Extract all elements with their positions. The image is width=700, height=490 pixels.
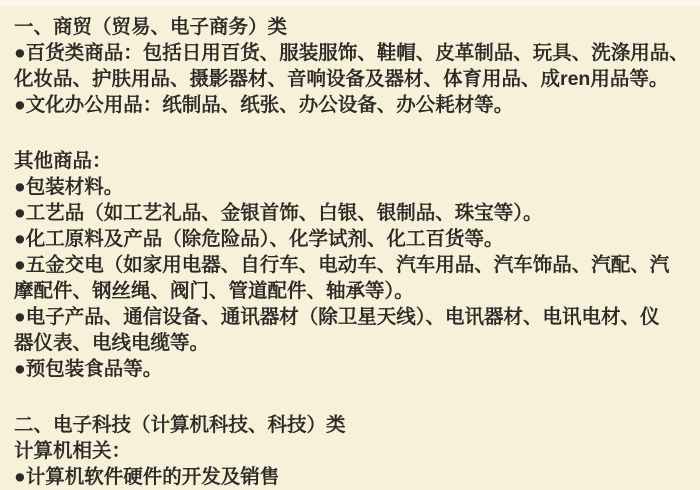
category-line-electronics: ●电子产品、通信设备、通讯器材（除卫星天线）、电讯器材、电讯电材、仪 xyxy=(14,306,660,328)
top-edge-strip xyxy=(0,0,700,6)
category-line-general-goods: ●百货类商品：包括日用百货、服装服饰、鞋帽、皮革制品、玩具、洗涤用品、 xyxy=(14,42,689,64)
category-line-chemicals: ●化工原料及产品（除危险品）、化学试剂、化工百货等。 xyxy=(14,228,504,250)
category-line-crafts: ●工艺品（如工艺礼品、金银首饰、白银、银制品、珠宝等）。 xyxy=(14,202,543,224)
section-2-heading: 二、电子科技（计算机科技、科技）类 xyxy=(14,414,346,436)
category-line-general-goods-wrap: 化妆品、护肤用品、摄影器材、音响设备及器材、体育用品、成ren用品等。 xyxy=(14,68,669,90)
category-line-hardware-wrap: 摩配件、钢丝绳、阀门、管道配件、轴承等）。 xyxy=(14,280,414,302)
section-1-heading: 一、商贸（贸易、电子商务）类 xyxy=(14,16,288,38)
category-line-office-supplies: ●文化办公用品：纸制品、纸张、办公设备、办公耗材等。 xyxy=(14,94,514,116)
category-line-software-hardware: ●计算机软件硬件的开发及销售 xyxy=(14,466,280,488)
category-line-hardware: ●五金交电（如家用电器、自行车、电动车、汽车用品、汽车饰品、汽配、汽 xyxy=(14,254,670,276)
category-line-electronics-wrap: 器仪表、电线电缆等。 xyxy=(14,332,210,354)
category-line-packaging: ●包装材料。 xyxy=(14,176,124,198)
computer-related-subheading: 计算机相关： xyxy=(14,440,132,462)
category-line-packaged-food: ●预包装食品等。 xyxy=(14,358,163,380)
other-goods-heading: 其他商品： xyxy=(14,150,112,172)
